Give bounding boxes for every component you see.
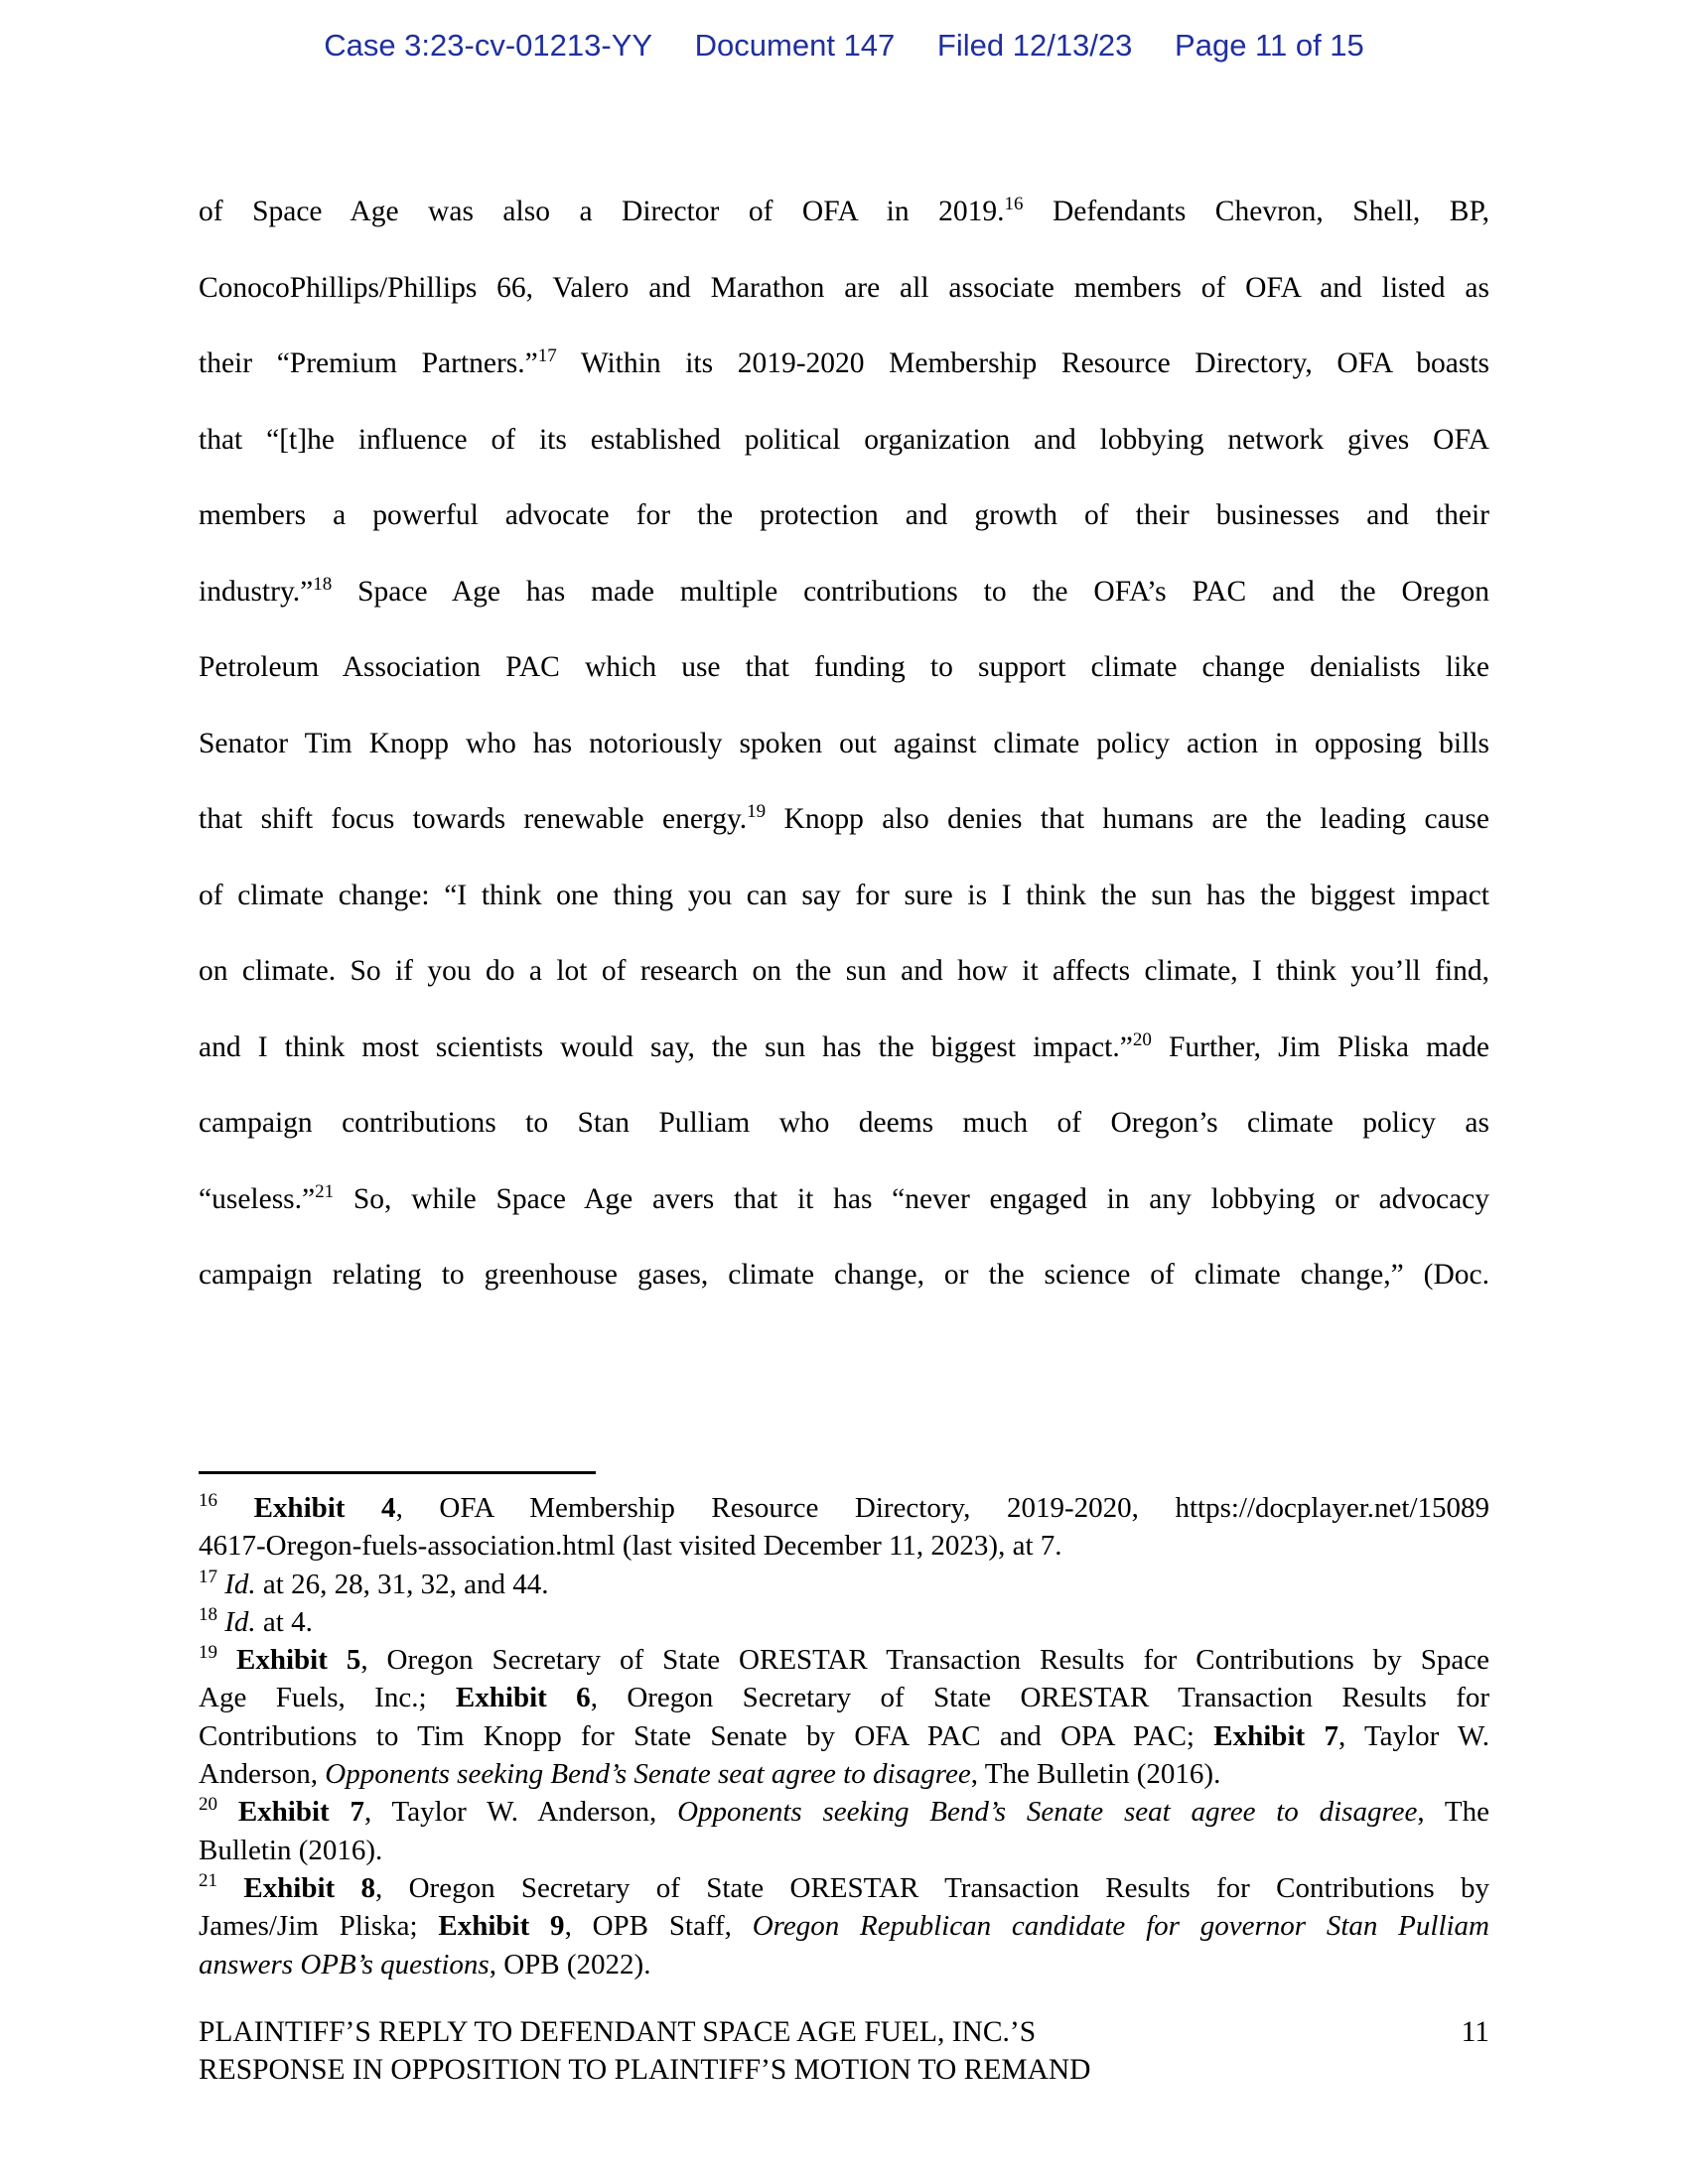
body-line: [199, 497, 1489, 574]
body-text-segment: campaign relating to greenhouse gases, climate change, or the science of climate change,” (Doc.: [199, 1259, 1489, 1291]
page-indicator: Page 11 of 15: [1175, 28, 1364, 63]
body-line: [199, 1105, 1489, 1181]
body-text-segment: members a powerful advocate for the protection and growth of their businesses and their: [199, 499, 1489, 531]
footnote-19-cont: Contributions to Tim Knopp for State Senate by OFA PAC and OPA PAC; Exhibit 7, Taylor W.: [199, 1719, 1490, 1752]
body-line: [199, 801, 1489, 878]
body-text-segment: of climate change: “I think one thing you can say for sure is I think the sun has the biggest impact: [199, 879, 1489, 911]
footnote-16-cont: 4617-Oregon-fuels-association.html (last visited December 11, 2023), at 7.: [199, 1530, 1062, 1563]
ecf-header: [0, 28, 1688, 64]
body-text-segment: their “Premium Partners.”: [199, 347, 538, 379]
document-number: Document 147: [694, 28, 896, 63]
body-text-segment: that “[t]he influence of its established political organization and lobbying network gives OFA: [199, 423, 1489, 456]
footnote-ref: 17: [537, 345, 557, 366]
footer-title-line-2: RESPONSE IN OPPOSITION TO PLAINTIFF’S MOTION TO REMAND: [199, 2054, 1091, 2086]
footnote-16: $^{16}$ Exhibit 4, OFA Membership Resource Directory, 2019-2020, https://docplayer.net/15089: [199, 1490, 1490, 1524]
footnote-ref: 16: [1004, 194, 1024, 214]
body-line: [199, 345, 1489, 422]
footer-title-line-1: PLAINTIFF’S REPLY TO DEFENDANT SPACE AGE FUEL, INC.’S: [199, 2016, 1037, 2048]
filed-date: Filed 12/13/23: [936, 28, 1133, 63]
body-text-segment: Space Age has made multiple contributions to the OFA’s PAC and the Oregon: [332, 575, 1489, 608]
body-line: [199, 1257, 1489, 1333]
body-text: [199, 194, 1489, 1333]
footnote-ref: 21: [315, 1180, 335, 1202]
body-text-segment: Defendants Chevron, Shell, BP,: [1023, 196, 1489, 227]
body-line: [199, 1029, 1489, 1106]
page-number: 11: [1461, 2016, 1489, 2048]
page-footer: [199, 2013, 1489, 2089]
body-text-segment: So, while Space Age avers that it has “never engaged in any lobbying or advocacy: [334, 1182, 1489, 1215]
body-line: [199, 953, 1489, 1029]
body-line: [199, 726, 1489, 802]
footnote-17: $^{17}$ Id. at 26, 28, 31, 32, and 44.: [199, 1566, 549, 1600]
footnote-20: $^{20}$ Exhibit 7, Taylor W. Anderson, Opponents seeking Bend’s Senate seat agree to disagree, The: [199, 1794, 1490, 1829]
footnote-ref: 19: [747, 801, 767, 822]
body-line: [199, 1181, 1489, 1258]
case-number: Case 3:23-cv-01213-YY: [324, 28, 653, 63]
footnote-21: $^{21}$ Exhibit 8, Oregon Secretary of State ORESTAR Transaction Results for Contributions by: [199, 1869, 1490, 1904]
body-text-segment: Knopp also denies that humans are the leading cause: [766, 803, 1489, 835]
footnote-18: $^{18}$ Id. at 4.: [199, 1603, 313, 1638]
body-text-segment: Petroleum Association PAC which use that funding to support climate change denialists like: [199, 651, 1489, 683]
footnote-20-cont: Bulletin (2016).: [199, 1834, 383, 1866]
body-text-segment: and I think most scientists would say, the sun has the biggest impact.”: [199, 1030, 1133, 1063]
footnote-separator: [199, 1471, 596, 1474]
body-text-segment: Within its 2019-2020 Membership Resource Directory, OFA boasts: [556, 347, 1489, 379]
footnote-21-cont: James/Jim Pliska; Exhibit 9, OPB Staff, Oregon Republican candidate for governor Stan Pulliam: [199, 1910, 1489, 1943]
body-text-segment: ConocoPhillips/Phillips 66, Valero and Marathon are all associate members of OFA and listed as: [199, 271, 1489, 304]
footnote-ref: 20: [1132, 1028, 1152, 1050]
body-text-segment: of Space Age was also a Director of OFA in 2019.: [199, 196, 1005, 227]
body-line: [199, 194, 1489, 270]
body-text-segment: “useless.”: [199, 1182, 316, 1215]
footnote-19-cont: Age Fuels, Inc.; Exhibit 6, Oregon Secretary of State ORESTAR Transaction Results for: [199, 1682, 1490, 1714]
body-text-segment: that shift focus towards renewable energy.: [199, 803, 748, 835]
footnote-19: $^{19}$ Exhibit 5, Oregon Secretary of State ORESTAR Transaction Results for Contributions by Space: [199, 1642, 1489, 1677]
footnote-19-cont: Anderson, Opponents seeking Bend’s Senate seat agree to disagree, The Bulletin (2016).: [199, 1758, 1221, 1791]
body-line: [199, 649, 1489, 726]
body-text-segment: industry.”: [199, 575, 314, 608]
footnote-ref: 18: [313, 573, 333, 595]
body-line: [199, 270, 1489, 346]
body-line: [199, 422, 1489, 498]
body-text-segment: Further, Jim Pliska made: [1151, 1030, 1489, 1063]
footnotes: [199, 1489, 1489, 1983]
body-text-segment: on climate. So if you do a lot of research on the sun and how it affects climate, I think you’ll find,: [199, 955, 1489, 987]
body-text-segment: Senator Tim Knopp who has notoriously spoken out against climate policy action in opposing bills: [199, 727, 1489, 759]
body-line: [199, 878, 1489, 954]
footnote-21-cont: answers OPB’s questions, OPB (2022).: [199, 1948, 651, 1980]
body-text-segment: campaign contributions to Stan Pulliam who deems much of Oregon’s climate policy as: [199, 1107, 1489, 1139]
body-line: [199, 574, 1489, 650]
